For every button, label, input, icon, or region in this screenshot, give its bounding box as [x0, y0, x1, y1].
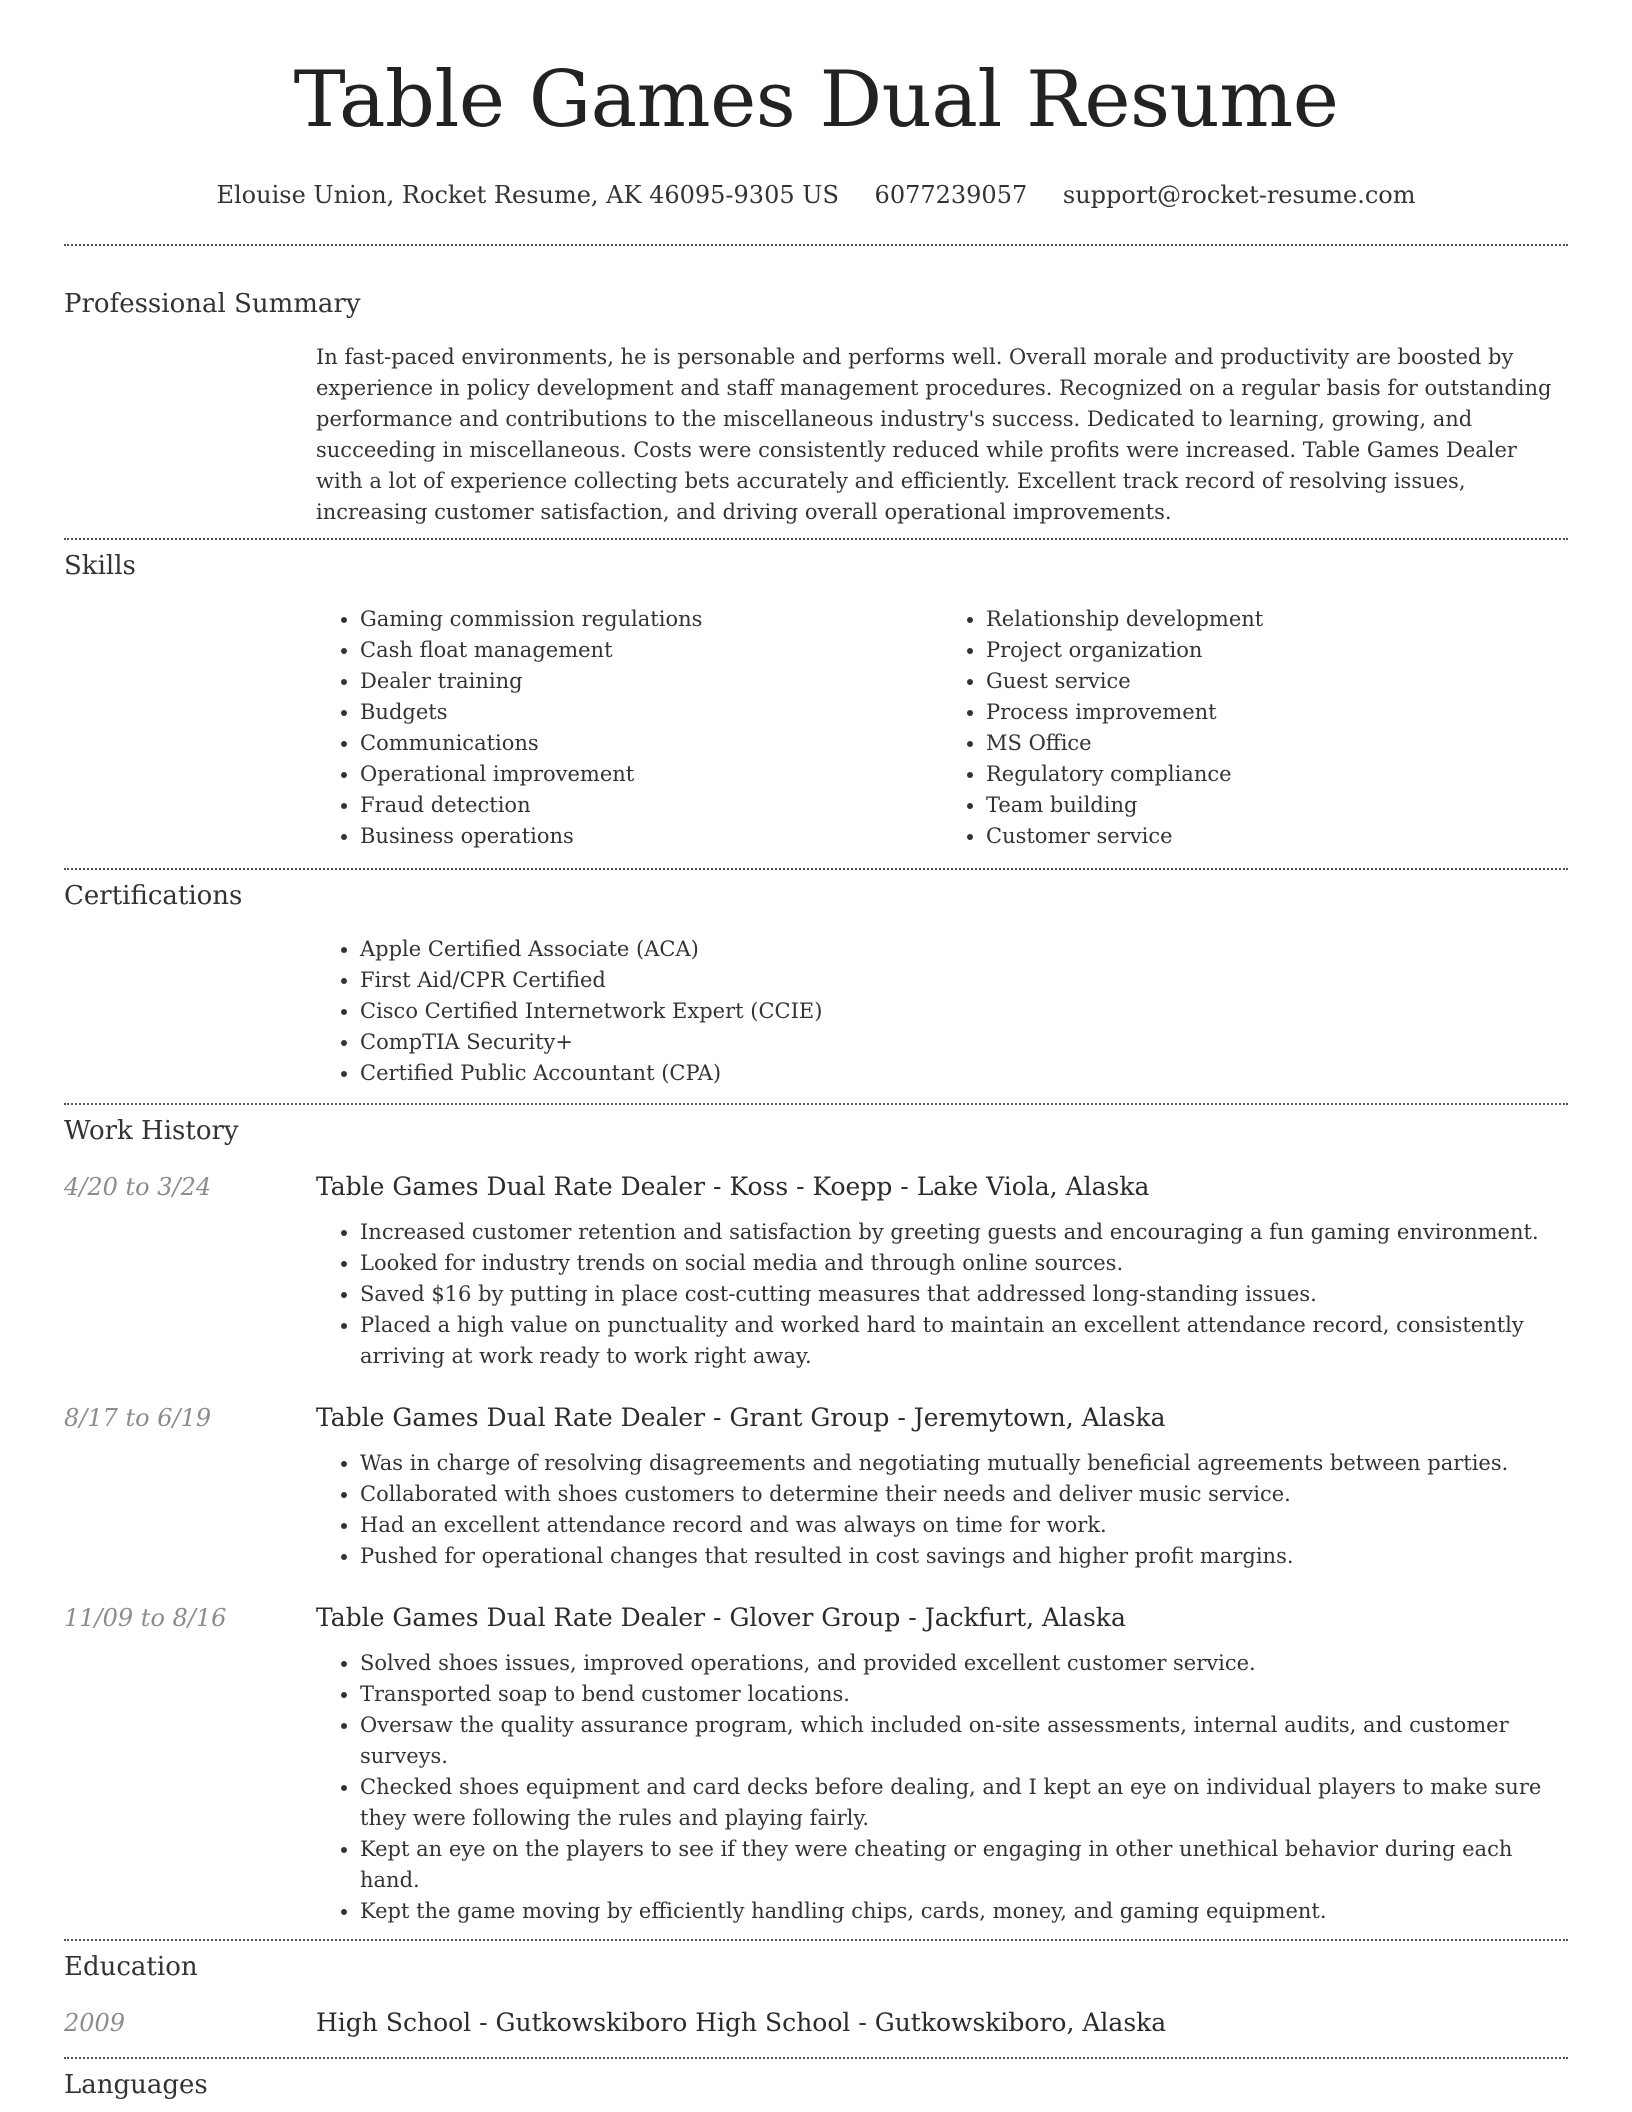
- section-title-certifications: Certifications: [64, 881, 243, 911]
- list-item: • Checked shoes equipment and card decks before dealing, and I kept an eye on individual players to make sure they were following the rules and playing fairly.: [360, 1772, 1568, 1834]
- list-item: • Looked for industry trends on social media and through online sources.: [360, 1248, 1568, 1279]
- contact-email: support@rocket-resume.com: [1062, 181, 1416, 209]
- section-divider: [64, 244, 1568, 246]
- list-item: • Project organization: [986, 635, 1568, 666]
- contact-address: Elouise Union, Rocket Resume, AK 46095-9305 US: [216, 181, 839, 209]
- list-item: • Kept the game moving by efficiently handling chips, cards, money, and gaming equipment.: [360, 1896, 1568, 1927]
- list-item: • Solved shoes issues, improved operations, and provided excellent customer service.: [360, 1648, 1568, 1679]
- list-item: • Was in charge of resolving disagreements and negotiating mutually beneficial agreements between parties.: [360, 1448, 1568, 1479]
- list-item: • Communications: [360, 728, 942, 759]
- job-entry: [64, 1402, 1568, 1572]
- list-item: • Cash float management: [360, 635, 942, 666]
- list-item: • Collaborated with shoes customers to determine their needs and deliver music service.: [360, 1479, 1568, 1510]
- list-item: • Pushed for operational changes that resulted in cost savings and higher profit margins.: [360, 1541, 1568, 1572]
- education-date: 2009: [64, 2009, 126, 2037]
- list-item: • MS Office: [986, 728, 1568, 759]
- list-item: • Team building: [986, 790, 1568, 821]
- job-entry: [64, 1171, 1568, 1372]
- job-title: Table Games Dual Rate Dealer - Koss - Koepp - Lake Viola, Alaska: [316, 1172, 1150, 1201]
- job-bullets: [316, 1648, 1568, 1927]
- list-item: • Had an excellent attendance record and was always on time for work.: [360, 1510, 1568, 1541]
- list-item: • Gaming commission regulations: [360, 604, 942, 635]
- certifications-list: [316, 934, 1568, 1089]
- list-item: • Increased customer retention and satisfaction by greeting guests and encouraging a fun gaming environment.: [360, 1217, 1568, 1248]
- list-item: • Fraud detection: [360, 790, 942, 821]
- section-divider: [64, 868, 1568, 870]
- work-history-section: [64, 1115, 1568, 1927]
- list-item: • Business operations: [360, 821, 942, 852]
- education-entry: High School - Gutkowskiboro High School - Gutkowskiboro, Alaska: [316, 2008, 1167, 2037]
- resume-page: [64, 0, 1568, 2101]
- resume-name: Table Games Dual Resume: [293, 55, 1339, 145]
- list-item: • Budgets: [360, 697, 942, 728]
- skills-list-left: [316, 604, 942, 852]
- languages-section: [64, 2069, 1568, 2101]
- summary-section: [64, 288, 1568, 528]
- list-item: • Relationship development: [986, 604, 1568, 635]
- job-bullets: [316, 1448, 1568, 1572]
- job-date: 11/09 to 8/16: [64, 1604, 227, 1632]
- section-divider: [64, 1939, 1568, 1941]
- section-divider: [64, 1103, 1568, 1105]
- skills-list-right: [942, 604, 1568, 852]
- section-title-education: Education: [64, 1952, 198, 1982]
- skills-grid: [316, 604, 1568, 852]
- list-item: • Guest service: [986, 666, 1568, 697]
- list-item: • First Aid/CPR Certified: [360, 965, 1568, 996]
- list-item: • CompTIA Security+: [360, 1027, 1568, 1058]
- section-divider: [64, 538, 1568, 540]
- list-item: • Regulatory compliance: [986, 759, 1568, 790]
- list-item: • Dealer training: [360, 666, 942, 697]
- section-title-skills: Skills: [64, 551, 136, 581]
- list-item: • Oversaw the quality assurance program, which included on-site assessments, internal audits, and customer surveys.: [360, 1710, 1568, 1772]
- list-item: • Apple Certified Associate (ACA): [360, 934, 1568, 965]
- certifications-section: [64, 880, 1568, 1089]
- skills-section: [64, 550, 1568, 852]
- list-item: • Placed a high value on punctuality and worked hard to maintain an excellent attendance record, consistently arriving at work ready to work right away.: [360, 1310, 1568, 1372]
- contact-line: [64, 180, 1568, 210]
- list-item: • Kept an eye on the players to see if they were cheating or engaging in other unethical behavior during each hand.: [360, 1834, 1568, 1896]
- list-item: • Process improvement: [986, 697, 1568, 728]
- list-item: • Customer service: [986, 821, 1568, 852]
- list-item: • Certified Public Accountant (CPA): [360, 1058, 1568, 1089]
- job-title: Table Games Dual Rate Dealer - Grant Group - Jeremytown, Alaska: [316, 1403, 1166, 1432]
- contact-phone: 6077239057: [874, 181, 1028, 209]
- job-date: 8/17 to 6/19: [64, 1404, 212, 1432]
- list-item: • Saved $16 by putting in place cost-cutting measures that addressed long-standing issues.: [360, 1279, 1568, 1310]
- list-item: • Cisco Certified Internetwork Expert (CCIE): [360, 996, 1568, 1027]
- list-item: • Transported soap to bend customer locations.: [360, 1679, 1568, 1710]
- section-title-languages: Languages: [64, 2070, 208, 2100]
- section-title-work: Work History: [64, 1116, 239, 1146]
- job-entry: [64, 1602, 1568, 1927]
- section-divider: [64, 2057, 1568, 2059]
- job-date: 4/20 to 3/24: [64, 1173, 212, 1201]
- job-bullets: [316, 1217, 1568, 1372]
- list-item: • Operational improvement: [360, 759, 942, 790]
- summary-text: In fast-paced environments, he is personable and performs well. Overall morale and productivity are boosted by experience in policy development and staff management procedures. Recognized on a regular basis for outstanding performance and contributions to the miscellaneous industry's success. Dedicated to learning, growing, and succeeding in miscellaneous. Costs were consistently reduced while profits were increased. Table Games Dealer with a lot of experience collecting bets accurately and efficiently. Excellent track record of resolving issues, increasing customer satisfaction, and driving overall operational improvements.: [316, 345, 1552, 524]
- section-title-summary: Professional Summary: [64, 289, 361, 319]
- education-section: [64, 1951, 1568, 2039]
- job-title: Table Games Dual Rate Dealer - Glover Group - Jackfurt, Alaska: [316, 1603, 1126, 1632]
